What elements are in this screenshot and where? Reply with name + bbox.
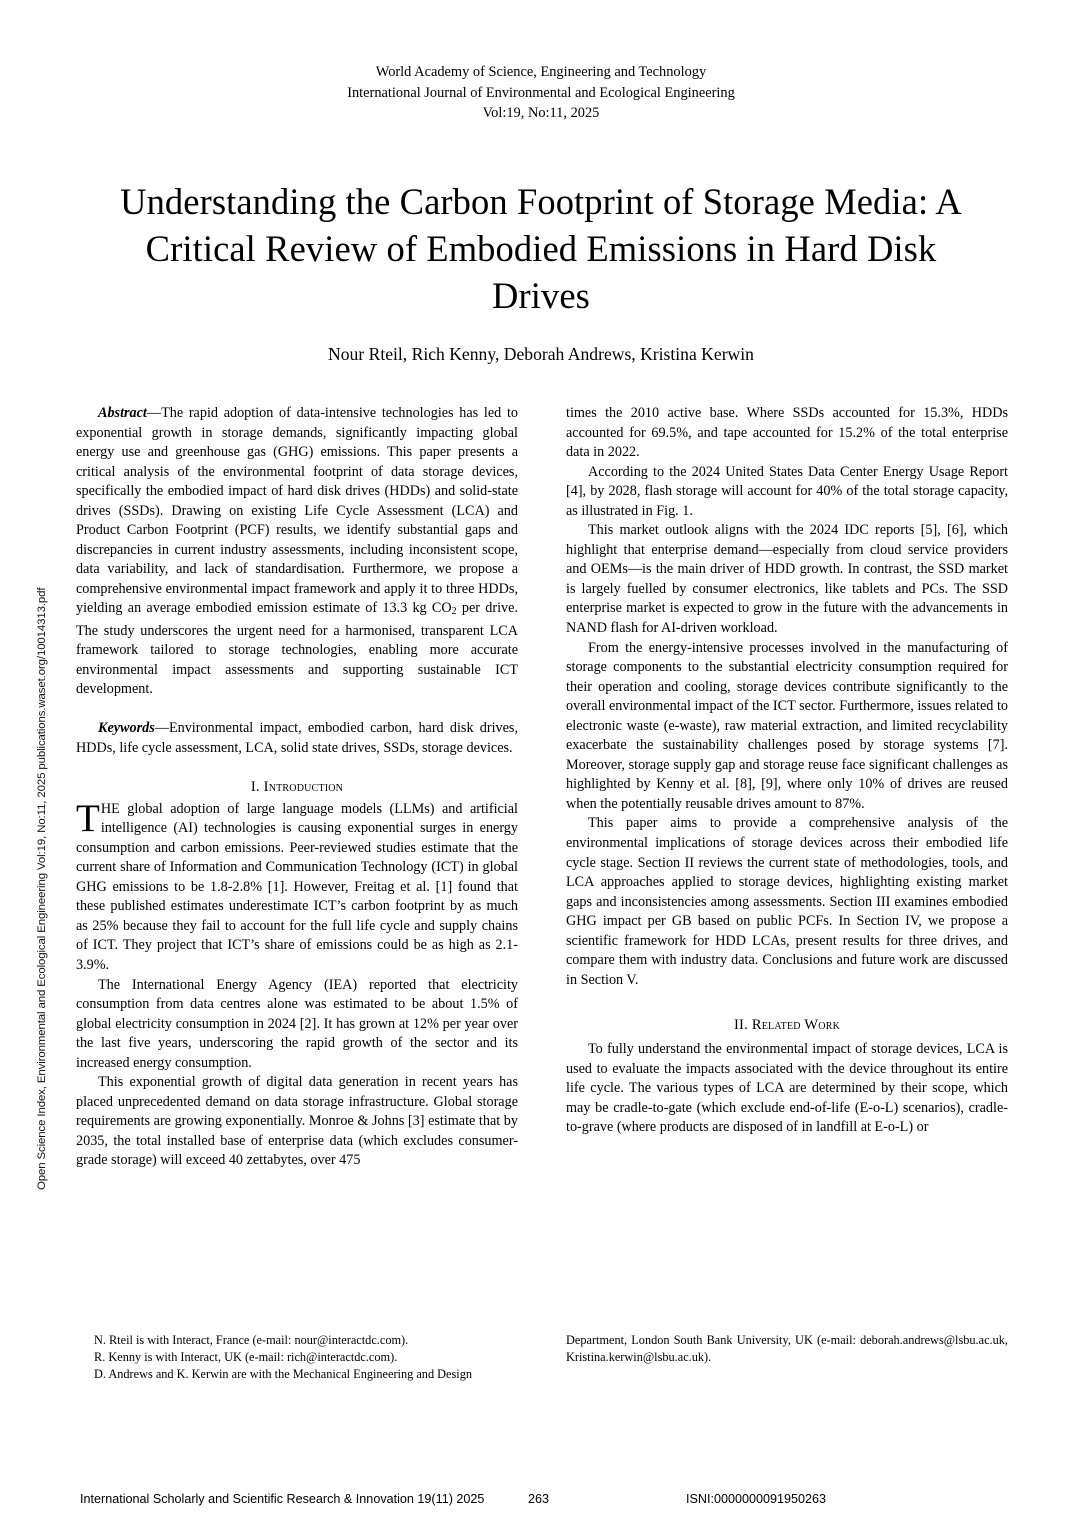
abstract-label: Abstract — [98, 405, 147, 421]
footer-publication-info: International Scholarly and Scientific Research & Innovation 19(11) 2025 — [80, 1492, 485, 1506]
spacer — [76, 700, 518, 719]
intro-paragraph-1 — [76, 796, 518, 976]
abstract-text-part1: The rapid adoption of data-intensive technologies has led to exponential growth in storage demands, significantly impacting global energy use and greenhouse gas (GHG) emissions. This paper presents a critical analysis of the environmental footprint of data storage devices, specifically the embodied impact of hard disk drives (HDDs) and solid-state drives (SSDs). Drawing on existing Life Cycle Assessment (LCA) and Product Carbon Footprint (PCF) results, we identify substantial gaps and discrepancies in current industry assessments, including inconsistent scope, data variability, and lack of standardisation. Furthermore, we propose a comprehensive environmental impact framework and apply it to three HDDs, yielding an average embodied emission estimate of 13.3 kg CO — [76, 405, 518, 617]
footnote-author-rteil: N. Rteil is with Interact, France (e-mail: nour@interactdc.com). — [94, 1333, 409, 1347]
co2-subscript: 2 — [451, 606, 457, 618]
footnote-affiliation-lsbu: Department, London South Bank University, UK (e-mail: deborah.andrews@lsbu.ac.uk, Kristina.kerwin@lsbu.ac.uk). — [566, 1333, 1008, 1365]
footer-page-number: 263 — [528, 1492, 550, 1506]
title-block — [110, 178, 972, 365]
section-heading-related-work: II. Related Work — [734, 1017, 840, 1034]
footnotes — [76, 1332, 1008, 1412]
footnote-author-kenny: R. Kenny is with Interact, UK (e-mail: rich@interactdc.com). — [94, 1350, 398, 1365]
footer-isni: ISNI:0000000091950263 — [686, 1492, 827, 1506]
journal-volume-line: Vol:19, No:11, 2025 — [482, 105, 600, 121]
journal-name-line2: International Journal of Environmental and Ecological Engineering — [347, 84, 735, 101]
body-columns — [76, 404, 1008, 1322]
journal-name-line1: World Academy of Science, Engineering and Technology — [375, 64, 707, 80]
section-heading-introduction: I. Introduction — [250, 779, 344, 796]
related-work-paragraph-1: To fully understand the environmental impact of storage devices, LCA is used to evaluate the impacts associated with the device throughout its entire life cycle. The various types of LCA are determined by their scope, which may be cradle-to-gate (which exclude end-of-life (E-o-L) scenarios), cradle-to-grave (where products are disposed of in landfill at E-o-L) or — [566, 1040, 1008, 1136]
footnote-author-andrews-kerwin: D. Andrews and K. Kerwin are with the Mechanical Engineering and Design — [94, 1367, 473, 1382]
intro-paragraph-3: This exponential growth of digital data generation in recent years has placed unprecedented demand on data storage infrastructure. Global storage requirements are growing exponentially. Monroe & Johns [3] estimate that by 2035, the total installed base of enterprise data (which excludes consumer-grade storage) will exceed 40 zettabytes, over 475 — [76, 1074, 518, 1169]
keywords-text: Environmental impact, embodied carbon, hard disk drives, HDDs, life cycle assessment, LCA, solid state drives, SSDs, storage devices. — [76, 720, 518, 756]
intro-paragraph-2: The International Energy Agency (IEA) reported that electricity consumption from data centres alone was estimated to be about 1.5% of global electricity consumption in 2024 [2]. It has grown at 12% per year over the last five years, underscoring the rapid growth of the sector and its increased energy consumption. — [76, 976, 518, 1071]
footnote-right — [566, 1332, 1008, 1366]
right-paragraph-3: This market outlook aligns with the 2024 IDC reports [5], [6], which highlight that enterprise demand—especially from cloud service providers and OEMs—is the main driver of HDD growth. In contrast, the SSD market is largely fuelled by consumer electronics, like tablets and PCs. The SSD enterprise market is expected to grow in the future with the advancements in NAND flash for AI-driven workload. — [566, 522, 1008, 637]
right-paragraph-2: According to the 2024 United States Data Center Energy Usage Report [4], by 2028, flash storage will account for 40% of the total storage capacity, as illustrated in Fig. 1. — [566, 463, 1008, 519]
footnote-left — [94, 1332, 536, 1384]
drop-cap-letter: T — [76, 796, 100, 840]
keywords-label: Keywords — [98, 720, 155, 736]
keywords-paragraph — [76, 719, 518, 758]
page-footer — [76, 1492, 1008, 1512]
right-paragraph-5: This paper aims to provide a comprehensive analysis of the environmental implications of storage devices across their embodied life cycle stage. Section II reviews the current state of methodologies, tools, and LCA approaches applied to storage devices, highlighting existing market gaps and inconsistencies among assessments. Section III examines embodied GHG impact per GB based on public PCFs. In Section IV, we propose a scientific framework for HDD LCAs, present results for three drives, and compare them with industry data. Conclusions and future work are discussed in Section V. — [566, 815, 1008, 988]
author-list: Nour Rteil, Rich Kenny, Deborah Andrews, Kristina Kerwin — [328, 344, 754, 364]
abstract-text-part2: per drive. The study underscores the urgent need for a harmonised, transparent LCA framework tailored to storage technologies, enabling more accurate environmental impact assessments and supporting sustainable ICT development. — [76, 600, 518, 698]
abstract-dash: — — [146, 405, 162, 421]
open-science-index-stamp: Open Science Index, Environmental and Ecological Engineering Vol:19, No:11, 2025 publications.waset.org/10014313.pdf — [36, 587, 48, 1190]
side-stamp — [0, 0, 72, 1538]
column-right — [566, 404, 1008, 1322]
abstract-paragraph — [76, 404, 518, 700]
page-title: Understanding the Carbon Footprint of Storage Media: A Critical Review of Embodied Emissions in Hard Disk Drives — [120, 181, 962, 316]
journal-header — [0, 62, 1082, 124]
keywords-dash: — — [154, 720, 169, 736]
right-paragraph-4: From the energy-intensive processes involved in the manufacturing of storage components to the substantial electricity consumption required for their operation and cooling, storage devices contribute significantly to the overall environmental impact of the ICT sector. Furthermore, issues related to electronic waste (e-waste), raw material extraction, and limited recyclability exacerbate the sustainability challenges posed by storage systems [7]. Moreover, storage supply gap and storage reuse face significant challenges as highlighted by Kenny et al. [8], [9], where only 10% of drives are reused when the potentially reusable drives amount to 87%. — [566, 639, 1008, 812]
intro-paragraph-1-text: HE global adoption of large language models (LLMs) and artificial intelligence (AI) technologies is causing exponential surges in energy consumption and carbon emissions. Peer-reviewed studies estimate that the current share of Information and Communication Technology (ICT) in global GHG emissions to be 1.8-2.8% [1]. However, Freitag et al. [1] found that these published estimates underestimate ICT’s carbon footprint by as much as 25% because they fail to account for the full life cycle and supply chains of ICT. They project that ICT’s share of emissions could be as high as 2.1-3.9%. — [76, 800, 518, 974]
column-left — [76, 404, 518, 1322]
right-paragraph-1: times the 2010 active base. Where SSDs accounted for 15.3%, HDDs accounted for 69.5%, and tape accounted for 15.2% of the total enterprise data in 2022. — [566, 405, 1008, 461]
